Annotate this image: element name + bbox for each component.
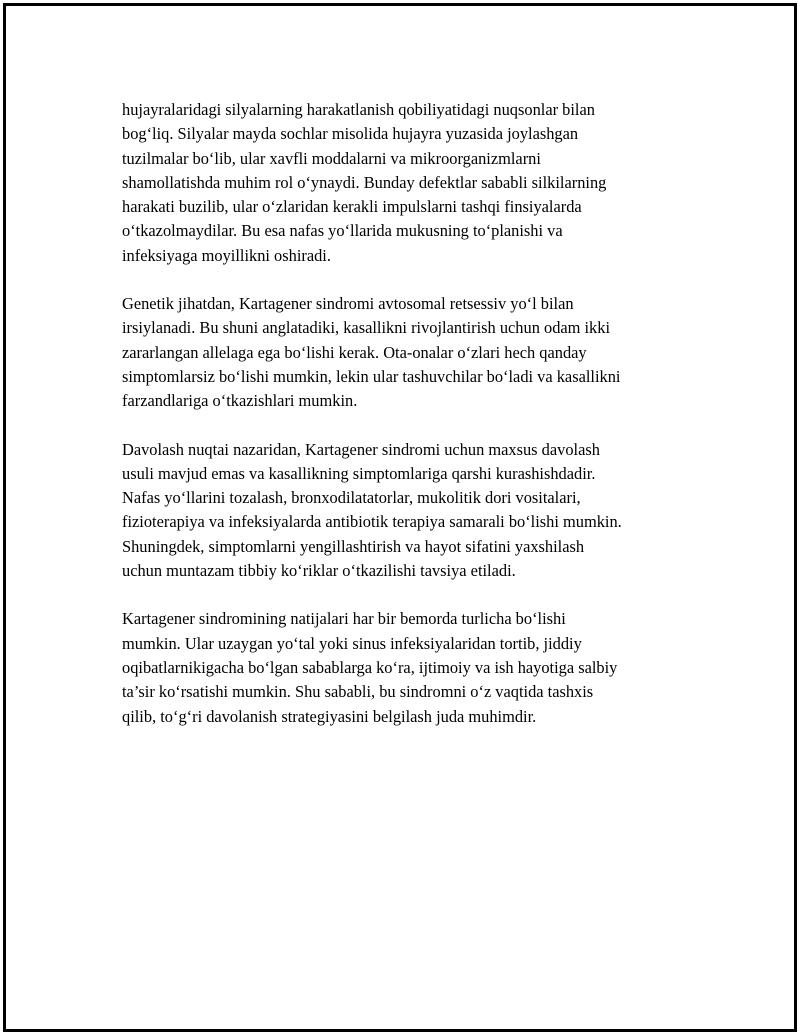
text-line: Davolash nuqtai nazaridan, Kartagener sindromi uchun maxsus davolash — [122, 439, 600, 459]
text-line: Nafas yo‘llarini tozalash, bronxodilatatorlar, mukolitik dori vositalari, — [122, 488, 581, 508]
text-line: shamollatishda muhim rol o‘ynaydi. Bunday defektlar sababli silkilarning — [122, 172, 607, 192]
text-line: irsiylanadi. Bu shuni anglatadiki, kasallikni rivojlantirish uchun odam ikki — [122, 318, 611, 338]
page-frame — [3, 3, 797, 1032]
text-line: harakati buzilib, ular o‘zlaridan kerakli impulslarni tashqi finsiyalarda — [122, 197, 582, 217]
text-line: infeksiyaga moyillikni oshiradi. — [122, 245, 331, 265]
paragraph-treatment — [122, 438, 692, 584]
text-line: mumkin. Ular uzaygan yo‘tal yoki sinus infeksiyalaridan tortib, jiddiy — [122, 633, 582, 653]
document-body — [122, 98, 692, 753]
text-line: tuzilmalar bo‘lib, ular xavfli moddalarni va mikroorganizmlarni — [122, 148, 541, 168]
text-line: fizioterapiya va infeksiyalarda antibiotik terapiya samarali bo‘lishi mumkin. — [122, 512, 622, 532]
text-line: Shuningdek, simptomlarni yengillashtirish va hayot sifatini yaxshilash — [122, 536, 585, 556]
text-line: oqibatlarnikigacha bo‘lgan sabablarga ko‘ra, ijtimoiy va ish hayotiga salbiy — [122, 657, 618, 677]
text-line: uchun muntazam tibbiy ko‘riklar o‘tkazilishi tavsiya etiladi. — [122, 561, 516, 581]
text-line: usuli mavjud emas va kasallikning simptomlariga qarshi kurashishdadir. — [122, 463, 596, 483]
paragraph-outcomes — [122, 607, 692, 728]
paragraph-genetics — [122, 292, 692, 413]
text-line: qilib, to‘g‘ri davolanish strategiyasini belgilash juda muhimdir. — [122, 706, 537, 726]
text-line: Kartagener sindromining natijalari har bir bemorda turlicha bo‘lishi — [122, 609, 566, 629]
text-line: ta’sir ko‘rsatishi mumkin. Shu sababli, bu sindromni o‘z vaqtida tashxis — [122, 682, 594, 702]
text-line: simptomlarsiz bo‘lishi mumkin, lekin ular tashuvchilar bo‘ladi va kasallikni — [122, 366, 621, 386]
text-line: o‘tkazolmaydilar. Bu esa nafas yo‘llarida mukusning to‘planishi va — [122, 221, 563, 241]
paragraph-symptoms-cilia — [122, 98, 692, 268]
text-line: hujayralaridagi silyalarning harakatlanish qobiliyatidagi nuqsonlar bilan — [122, 100, 595, 119]
text-line: farzandlariga o‘tkazishlari mumkin. — [122, 391, 358, 411]
text-line: zararlangan allelaga ega bo‘lishi kerak. Ota-onalar o‘zlari hech qanday — [122, 342, 587, 362]
text-line: bog‘liq. Silyalar mayda sochlar misolida hujayra yuzasida joylashgan — [122, 124, 579, 144]
text-line: Genetik jihatdan, Kartagener sindromi avtosomal retsessiv yo‘l bilan — [122, 294, 574, 314]
